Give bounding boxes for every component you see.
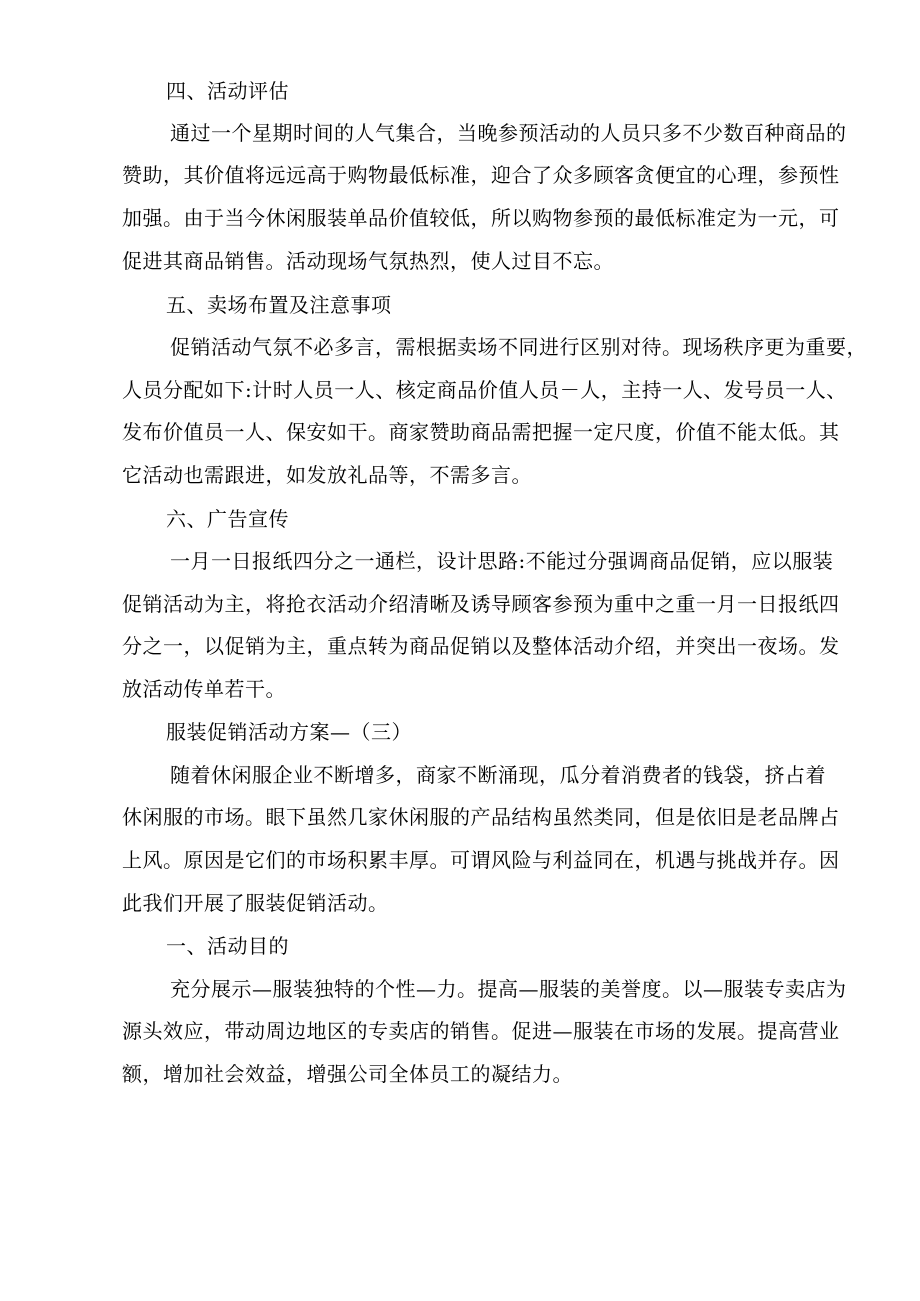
paragraph-line: 放活动传单若干。: [122, 677, 286, 701]
paragraph-line: 加强。由于当今休闲服装单品价值较低，所以购物参预的最低标准定为一元，可: [122, 206, 840, 230]
paragraph-line: 促销活动为主，将抢衣活动介绍清晰及诱导顾客参预为重中之重一月一日报纸四: [122, 592, 840, 616]
paragraph-line: 通过一个星期时间的人气集合，当晚参预活动的人员只多不少数百种商品的: [170, 121, 847, 145]
paragraph-line: 促进其商品销售。活动现场气氛热烈，使人过目不忘。: [122, 249, 614, 273]
paragraph-line: 额，增加社会效益，增强公司全体员工的凝结力。: [122, 1062, 573, 1086]
paragraph-line: 发布价值员一人、保安如干。商家赞助商品需把握一定尺度，价值不能太低。其: [122, 420, 840, 444]
section-heading-layout: 五、卖场布置及注意事项: [166, 293, 392, 317]
paragraph-line: 源头效应，带动周边地区的专卖店的销售。促进—服装在市场的发展。提高营业: [122, 1019, 840, 1043]
paragraph-line: 一月一日报纸四分之一通栏，设计思路:不能过分强调商品促销，应以服装: [170, 549, 834, 573]
paragraph-line: 赞助，其价值将远远高于购物最低标准，迎合了众多顾客贪便宜的心理，参预性: [122, 163, 840, 187]
paragraph-line: 分之一，以促销为主，重点转为商品促销以及整体活动介绍，并突出一夜场。发: [122, 634, 840, 658]
paragraph-line: 它活动也需跟进，如发放礼品等，不需多言。: [122, 463, 532, 487]
section-heading-advertising: 六、广告宣传: [166, 507, 289, 531]
paragraph-line: 人员分配如下:计时人员一人、核定商品价值人员－人，主持一人、发号员一人、: [122, 378, 847, 402]
paragraph-line: 随着休闲服企业不断增多，商家不断涌现，瓜分着消费者的钱袋，挤占着: [170, 763, 826, 787]
section-heading-evaluation: 四、活动评估: [166, 79, 289, 103]
paragraph-line: 充分展示—服装独特的个性—力。提高—服装的美誉度。以—服装专卖店为: [170, 977, 847, 1001]
paragraph-line: 此我们开展了服装促销活动。: [122, 891, 389, 915]
paragraph-line: 上风。原因是它们的市场积累丰厚。可谓风险与利益同在，机遇与挑战并存。因: [122, 848, 840, 872]
paragraph-line: 促销活动气氛不必多言，需根据卖场不同进行区别对待。现场秩序更为重要，: [170, 335, 867, 359]
plan-title: 服装促销活动方案—（三）: [166, 720, 412, 744]
section-heading-purpose: 一、活动目的: [166, 934, 289, 958]
paragraph-line: 休闲服的市场。眼下虽然几家休闲服的产品结构虽然类同，但是依旧是老品牌占: [122, 805, 840, 829]
